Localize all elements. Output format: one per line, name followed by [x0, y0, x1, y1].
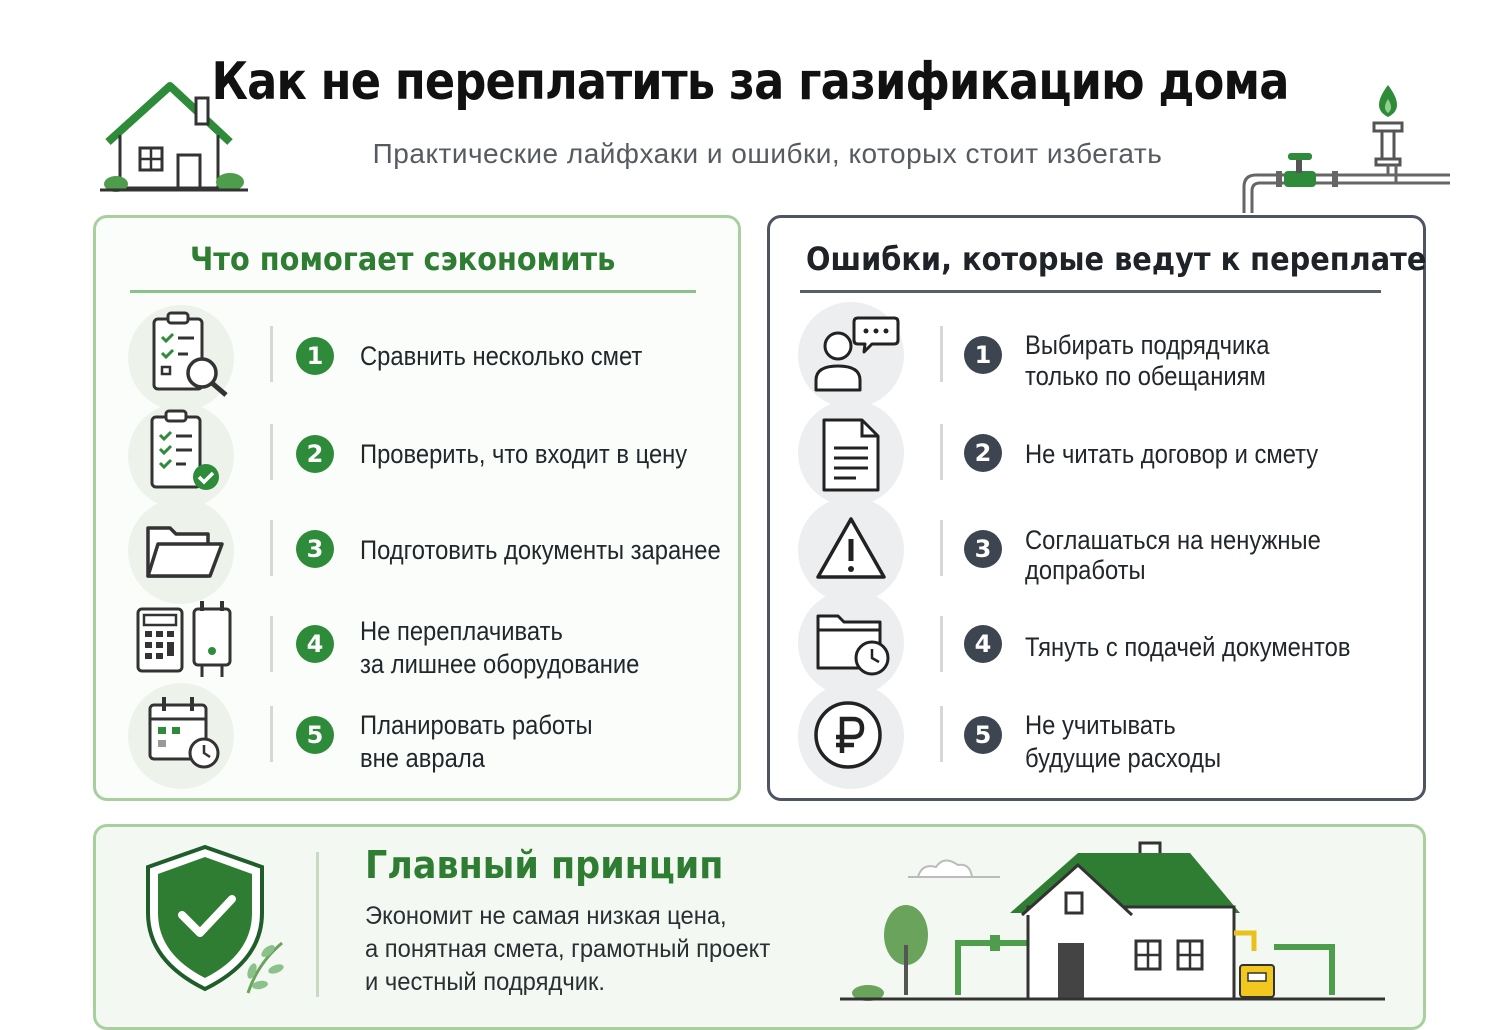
item-separator [940, 424, 943, 480]
document-icon [798, 400, 904, 506]
savings-item-1-text: Сравнить несколько смет [360, 341, 643, 371]
savings-number-2: 2 [296, 435, 334, 473]
savings-item-3-text: Подготовить документы заранее [360, 535, 721, 565]
savings-item-4-line-1: Не переплачивать [360, 616, 563, 646]
folder-icon [128, 498, 234, 604]
mistakes-item-5-line-1: Не учитывать [1025, 710, 1176, 740]
shield-check-icon [140, 843, 290, 998]
savings-number-1: 1 [296, 337, 334, 375]
mistakes-number-5: 5 [964, 716, 1002, 754]
mistakes-number-4: 4 [964, 625, 1002, 663]
page-title: Как не переплатить за газификацию дома [211, 52, 1289, 112]
gas-pipe-flame-icon [1236, 75, 1456, 215]
folder-clock-icon [798, 590, 904, 696]
mistakes-item-2-text: Не читать договор и смету [1025, 439, 1319, 469]
mistakes-number-3: 3 [964, 530, 1002, 568]
ruble-icon [798, 683, 904, 789]
mistakes-number-2: 2 [964, 434, 1002, 472]
mistakes-heading-rule [800, 290, 1381, 293]
item-separator [270, 616, 273, 672]
mistakes-item-3-line-1: Соглашаться на ненужные [1025, 525, 1321, 555]
mistakes-item-4-text: Тянуть с подачей документов [1025, 632, 1351, 662]
item-separator [940, 706, 943, 762]
savings-number-5: 5 [296, 716, 334, 754]
calendar-clock-icon [128, 683, 234, 789]
page-subtitle: Практические лайфхаки и ошибки, которых стоит избегать [372, 138, 1163, 169]
savings-item-5-line-1: Планировать работы [360, 710, 593, 740]
mistakes-item-1-line-1: Выбирать подрядчика [1025, 330, 1270, 360]
item-separator [270, 520, 273, 576]
calculator-boiler-icon [130, 595, 240, 685]
checklist-magnifier-icon [128, 305, 234, 411]
item-separator [270, 326, 273, 382]
item-separator [940, 520, 943, 576]
savings-heading: Что помогает сэкономить [190, 240, 616, 278]
savings-heading-rule [130, 290, 696, 293]
mistakes-heading: Ошибки, которые ведут к переплате [806, 240, 1427, 278]
savings-item-5-line-2: вне аврала [360, 743, 485, 773]
mistakes-item-3-line-2: допработы [1025, 555, 1146, 585]
item-separator [940, 616, 943, 672]
savings-number-3: 3 [296, 530, 334, 568]
person-speech-icon [798, 302, 904, 408]
mistakes-item-1-line-2: только по обещаниям [1025, 361, 1266, 391]
checklist-check-icon [128, 403, 234, 509]
principle-line-2: а понятная смета, грамотный проект [365, 935, 771, 963]
mistakes-number-1: 1 [964, 336, 1002, 374]
principle-separator [316, 852, 319, 997]
mistakes-item-5-line-2: будущие расходы [1025, 743, 1222, 773]
savings-number-4: 4 [296, 625, 334, 663]
principle-line-3: и честный подрядчик. [365, 968, 605, 996]
warning-icon [798, 497, 904, 603]
item-separator [270, 706, 273, 762]
principle-line-1: Экономит не самая низкая цена, [365, 902, 727, 930]
item-separator [940, 326, 943, 382]
savings-item-4-line-2: за лишнее оборудование [360, 649, 640, 679]
principle-title: Главный принцип [365, 843, 724, 887]
gasified-house-illustration [840, 835, 1390, 1015]
item-separator [270, 424, 273, 480]
savings-item-2-text: Проверить, что входит в цену [360, 439, 688, 469]
